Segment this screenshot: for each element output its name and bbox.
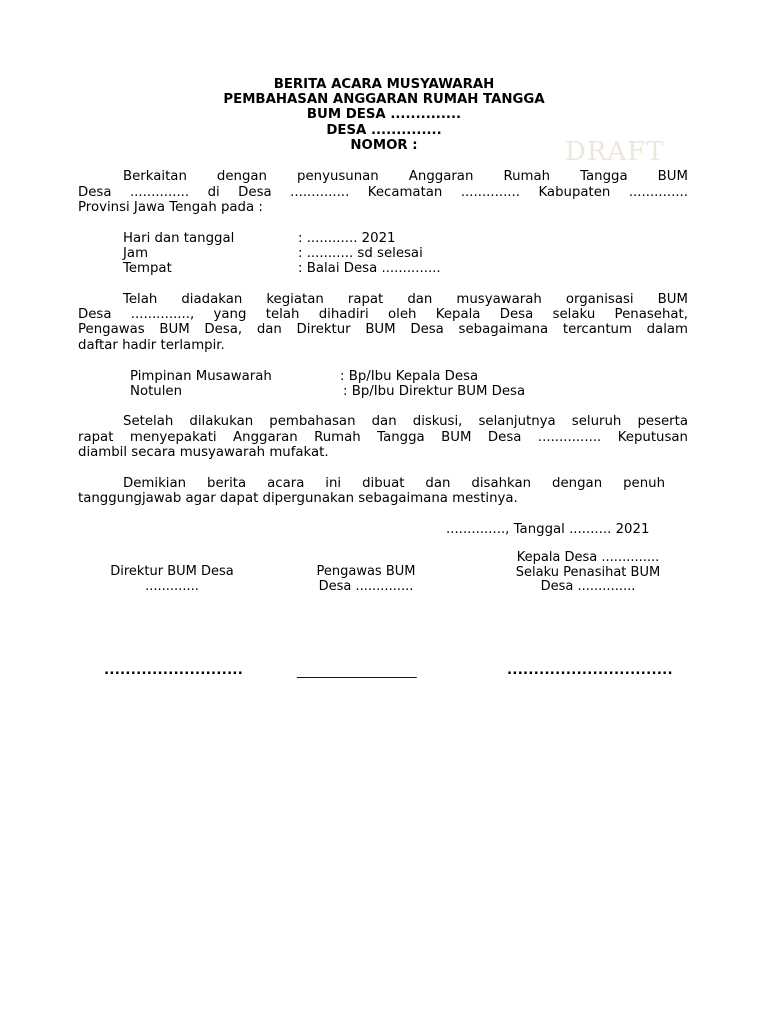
para1-line1: Berkaitan dengan penyusunan Anggaran Rumah Tangga BUM: [123, 169, 688, 184]
schedule-value-place: : Balai Desa ..............: [298, 261, 441, 276]
sig-left-line2: .............: [145, 578, 199, 594]
official-value-leader: : Bp/Ibu Kepala Desa: [340, 369, 479, 384]
title-line-2: PEMBAHASAN ANGGARAN RUMAH TANGGA: [223, 92, 545, 107]
date-line: .............., Tanggal .......... 2021: [446, 522, 650, 537]
para4-line1: Demikian berita acara ini dibuat dan disahkan dengan penuh: [123, 476, 665, 491]
sig-middle-line: __________________: [297, 664, 417, 679]
sig-right-title: [498, 551, 678, 595]
para2-line3: Pengawas BUM Desa, dan Direktur BUM Desa sebagaimana tercantum dalam: [78, 322, 688, 337]
para3-line3: diambil secara musyawarah mufakat.: [78, 445, 329, 460]
schedule-value-time: : ........... sd selesai: [298, 246, 423, 261]
schedule-value-date: : ............ 2021: [298, 231, 396, 246]
title-line-1: BERITA ACARA MUSYAWARAH: [273, 77, 495, 92]
sig-middle-line1: Pengawas BUM: [316, 564, 416, 579]
sig-right-line1: Kepala Desa ..............: [516, 550, 660, 565]
para4-line2: tanggungjawab agar dapat dipergunakan sebagaimana mestinya.: [78, 491, 518, 506]
sig-right-line: ...............................: [507, 663, 673, 678]
sig-middle-line2: Desa ..............: [318, 578, 414, 594]
para3-line1: Setelah dilakukan pembahasan dan diskusi, selanjutnya seluruh peserta: [123, 414, 688, 429]
schedule-label-date: Hari dan tanggal: [123, 231, 235, 246]
title-line-3: BUM DESA ..............: [306, 107, 462, 122]
para2-line4: daftar hadir terlampir.: [78, 338, 225, 353]
official-label-notulen: Notulen: [130, 384, 183, 399]
para1-line2: Desa .............. di Desa .............. Kecamatan .............. Kabupaten ..............: [78, 185, 688, 200]
schedule-label-time: Jam: [123, 246, 149, 261]
para2-line1: Telah diadakan kegiatan rapat dan musyawarah organisasi BUM: [123, 292, 688, 307]
para1-line3: Provinsi Jawa Tengah pada :: [78, 200, 263, 215]
official-label-leader: Pimpinan Musawarah: [130, 369, 272, 384]
draft-watermark: DRAFT: [565, 137, 665, 167]
sig-right-line2: Selaku Penasihat BUM: [515, 564, 661, 580]
schedule-label-place: Tempat: [123, 261, 172, 276]
sig-left-line: ..........................: [104, 663, 244, 678]
sig-left-line1: Direktur BUM Desa: [110, 564, 234, 579]
title-nomor: NOMOR :: [350, 138, 418, 153]
para3-line2: rapat menyepakati Anggaran Rumah Tangga BUM Desa ............... Keputusan: [78, 430, 688, 445]
sig-left-title: [92, 565, 252, 594]
title-line-4: DESA ..............: [326, 123, 442, 138]
official-value-notulen: : Bp/Ibu Direktur BUM Desa: [343, 384, 526, 399]
sig-right-line3: Desa ..............: [540, 579, 636, 594]
sig-middle-title: [286, 565, 446, 594]
para2-line2: Desa .............., yang telah dihadiri oleh Kepala Desa selaku Penasehat,: [78, 307, 688, 322]
